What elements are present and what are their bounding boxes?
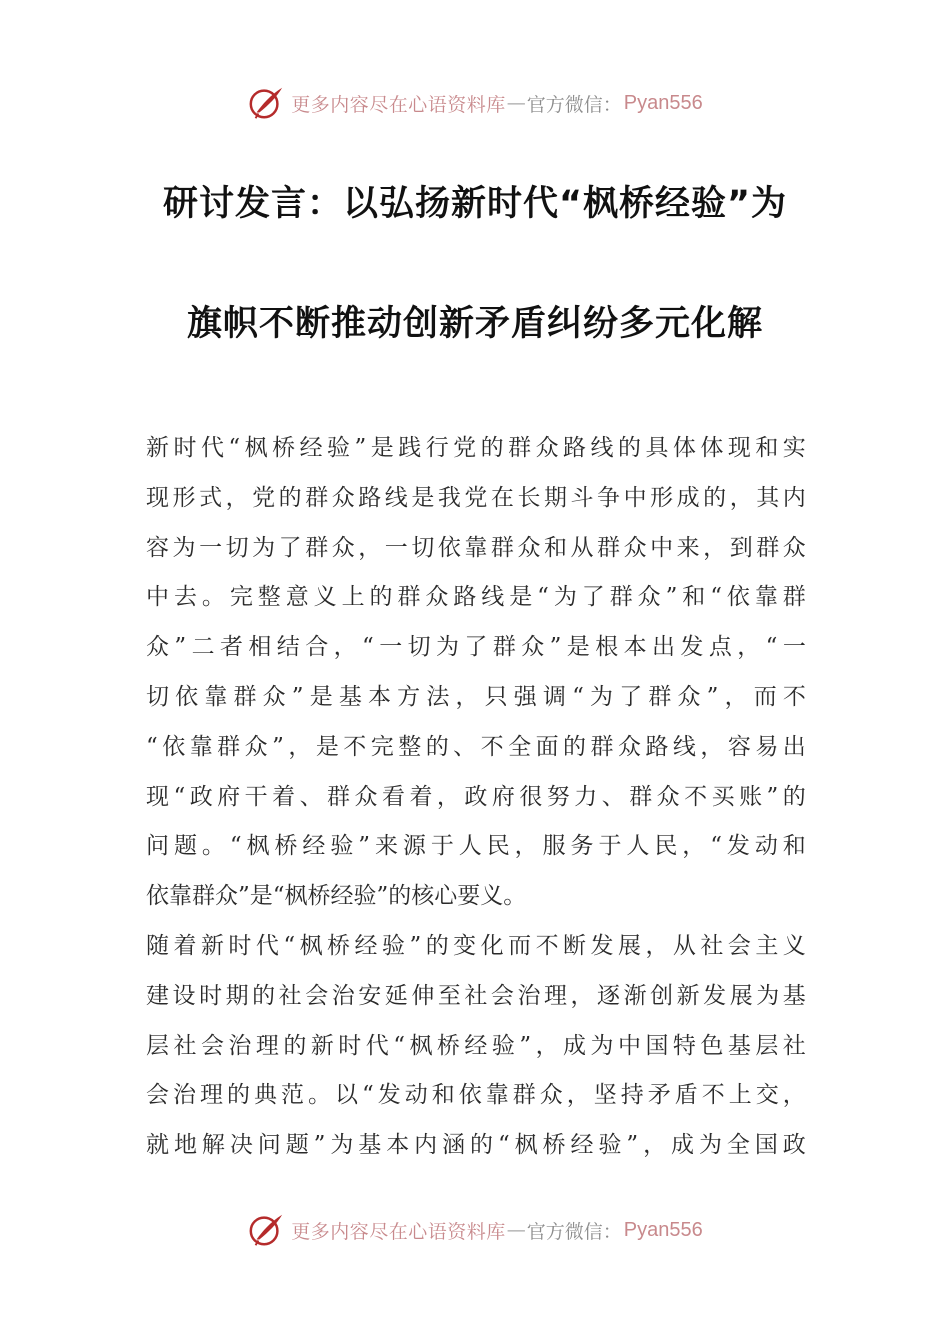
text-line: 就 地 解 决 问 题 ” 为 基 本 内 涵 的 “ 枫 桥 经 验 ” ， 成 为 全 国 政	[146, 1132, 806, 1159]
document-title-line-2: 旗帜不断推动创新矛盾纠纷多元化解	[186, 304, 763, 344]
quill-logo-icon	[247, 84, 285, 122]
document-body	[146, 430, 806, 1177]
text-line: 随 着 新 时 代 “ 枫 桥 经 验 ” 的 变 化 而 不 断 发 展 ， 从 社 会 主 义	[146, 932, 806, 959]
text-line: 问 题 。 “ 枫 桥 经 验 ” 来 源 于 人 民 ， 服 务 于 人 民 ， “ 发 动 和	[146, 833, 806, 860]
text-line: 建 设 时 期 的 社 会 治 安 延 伸 至 社 会 治 理 ， 逐 渐 创 新 发 展 为 基	[146, 982, 806, 1009]
wechat-label: 官方微信：	[526, 93, 622, 116]
text-line: 中 去 。 完 整 意 义 上 的 群 众 路 线 是 “ 为 了 群 众 ” 和 “ 依 靠 群	[146, 584, 806, 611]
text-line: 现 形 式 ， 党 的 群 众 路 线 是 我 党 在 长 期 斗 争 中 形 成 的 ， 其 内	[146, 484, 806, 511]
text-line: 现 “ 政 府 干 着 、 群 众 看 着 ， 政 府 很 努 力 、 群 众 不 买 账 ” 的	[146, 783, 806, 810]
wechat-label: 官方微信：	[526, 1220, 622, 1243]
text-line: 新 时 代 “ 枫 桥 经 验 ” 是 践 行 党 的 群 众 路 线 的 具 体 体 现 和 实	[146, 435, 806, 461]
banner-dash: —	[506, 1219, 526, 1241]
banner-text: 更多内容尽在心语资料库	[291, 93, 506, 116]
text-line: 众 ” 二 者 相 结 合 ， “ 一 切 为 了 群 众 ” 是 根 本 出 发 点 ， “ 一	[146, 634, 806, 661]
banner-text: 更多内容尽在心语资料库	[291, 1220, 506, 1243]
text-line: 切 依 靠 群 众 ” 是 基 本 方 法 ， 只 强 调 “ 为 了 群 众 ” ， 而 不	[146, 683, 806, 710]
paragraph-1	[146, 430, 806, 928]
text-line: 容 为 一 切 为 了 群 众 ， 一 切 依 靠 群 众 和 从 群 众 中 来 ， 到 群 众	[146, 534, 806, 561]
footer-banner	[0, 1210, 950, 1250]
header-banner	[0, 83, 950, 123]
wechat-id: Pyan556	[623, 91, 703, 114]
text-line: 依靠群众”是“枫桥经验”的核心要义。	[146, 883, 527, 910]
document-title-line-1: 研讨发言：以弘扬新时代“枫桥经验”为	[162, 184, 787, 224]
text-line: 会 治 理 的 典 范 。 以 “ 发 动 和 依 靠 群 众 ， 坚 持 矛 盾 不 上 交 ，	[146, 1082, 806, 1109]
quill-logo-icon	[247, 1211, 285, 1249]
wechat-id: Pyan556	[623, 1218, 703, 1241]
text-line: 层 社 会 治 理 的 新 时 代 “ 枫 桥 经 验 ” ， 成 为 中 国 特 色 基 层 社	[146, 1032, 806, 1059]
banner-dash: —	[506, 92, 526, 114]
text-line: “ 依 靠 群 众 ” ， 是 不 完 整 的 、 不 全 面 的 群 众 路 线 ， 容 易 出	[146, 733, 806, 760]
paragraph-2	[146, 928, 806, 1177]
